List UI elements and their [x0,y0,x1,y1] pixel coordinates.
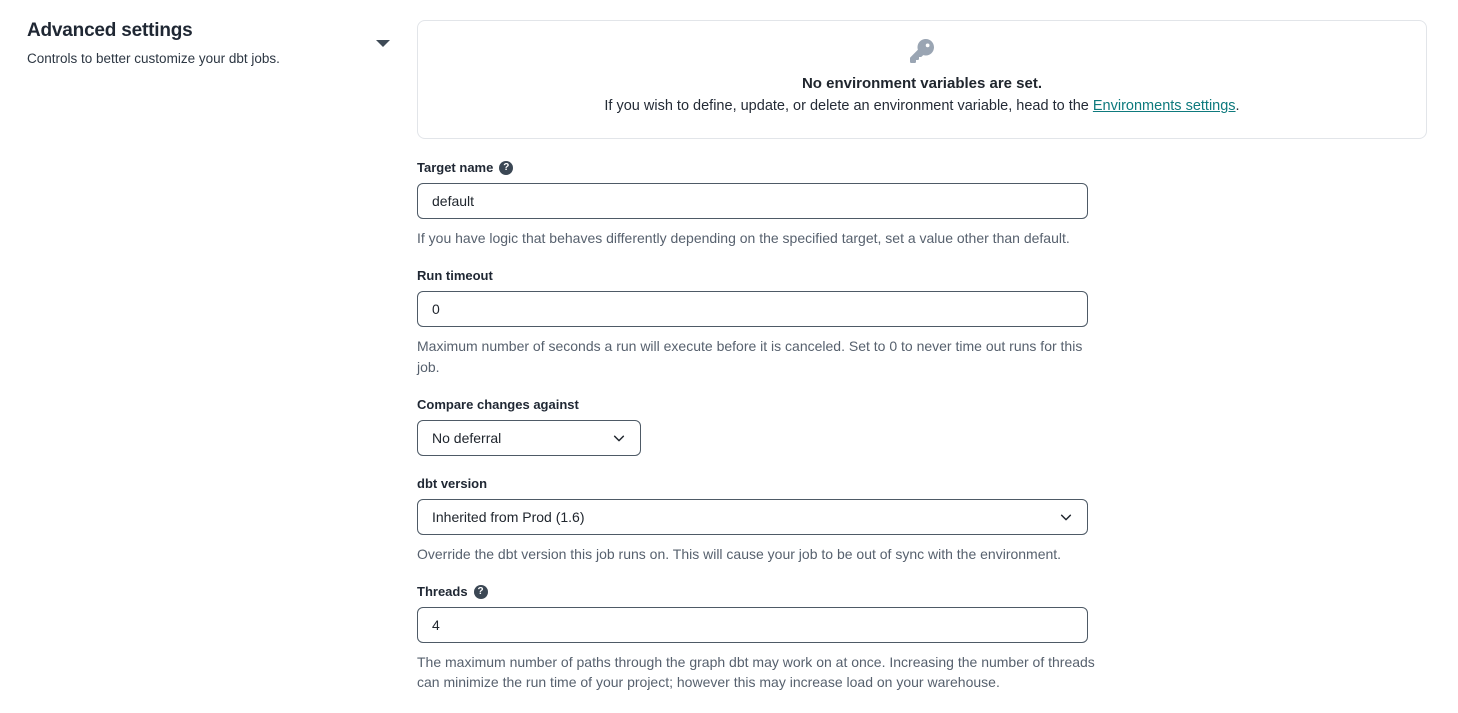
target-name-helper-text: If you have logic that behaves differently depending on the specified target, set a value other than default. [417,230,1070,246]
run-timeout-label: Run timeout [417,268,493,284]
page-subtitle: Controls to better customize your dbt jobs. [27,51,280,66]
target-name-label-row [417,160,1427,175]
compare-changes-select[interactable] [417,420,641,456]
run-timeout-label-row [417,268,1427,283]
key-icon [910,39,934,68]
threads-label-row [417,584,1427,599]
env-card-title: No environment variables are set. [801,75,1043,92]
compare-changes-label-row [417,397,1427,412]
env-variables-empty-card [417,20,1427,139]
dbt-version-select[interactable] [417,499,1088,535]
field-compare-changes [417,397,1427,456]
environments-settings-link[interactable]: Environments settings [1092,98,1236,114]
form-fields [417,160,1427,693]
collapse-caret-icon[interactable] [376,40,390,47]
section-header [27,20,417,713]
dbt-version-label-row [417,476,1427,491]
env-card-body [442,98,1402,114]
env-card-body-suffix: . [1235,98,1240,114]
field-threads [417,584,1427,693]
page-title: Advanced settings [27,20,193,41]
field-target-name [417,160,1427,248]
target-name-help-icon[interactable]: ? [499,161,513,175]
chevron-down-icon [1059,510,1073,524]
field-dbt-version [417,476,1427,564]
chevron-down-icon [612,431,626,445]
dbt-version-selected-value: Inherited from Prod (1.6) [432,508,585,525]
compare-changes-selected-value: No deferral [432,429,502,446]
run-timeout-helper-text: Maximum number of seconds a run will execute before it is canceled. Set to 0 to never time out runs for this job. [417,338,1083,375]
target-name-input[interactable] [417,183,1088,219]
target-name-label: Target name [417,160,494,175]
threads-helper-text: The maximum number of paths through the graph dbt may work on at once. Increasing the number of threads can minimize the run time of your project; however this may increase load on your warehouse. [417,654,1095,691]
threads-help-icon[interactable]: ? [474,585,488,599]
threads-input[interactable] [417,607,1088,643]
compare-changes-label: Compare changes against [417,396,579,412]
env-card-body-prefix: If you wish to define, update, or delete an environment variable, head to the [604,98,1093,114]
run-timeout-input[interactable] [417,291,1088,327]
field-run-timeout [417,268,1427,377]
settings-form [417,20,1427,713]
dbt-version-label: dbt version [417,475,488,491]
threads-label: Threads [417,584,468,600]
dbt-version-helper-text: Override the dbt version this job runs on. This will cause your job to be out of sync with the environment. [417,545,1062,562]
section-header-text [27,20,280,66]
